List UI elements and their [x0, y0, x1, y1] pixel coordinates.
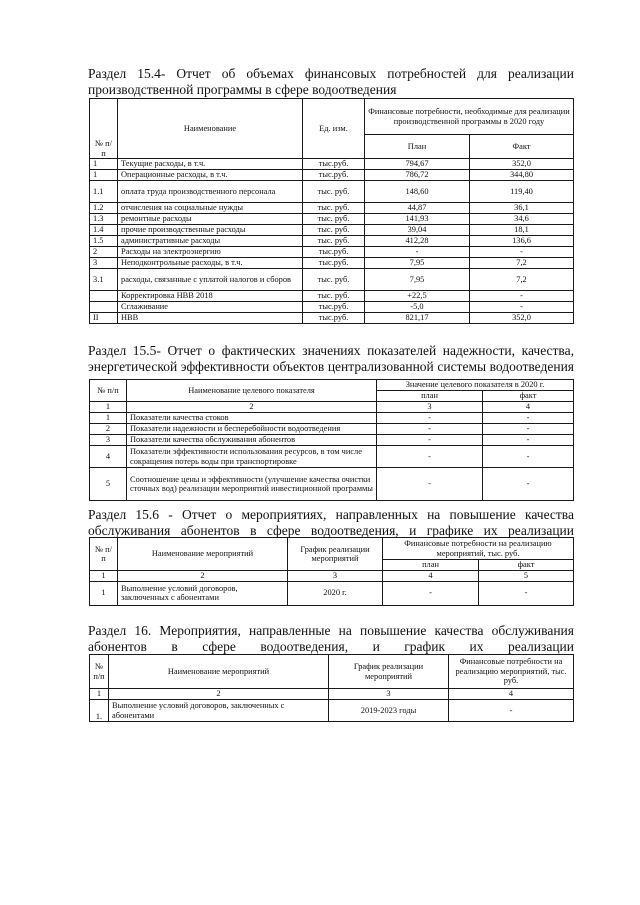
row-num: 1.3 — [90, 214, 118, 225]
table-row — [90, 581, 574, 605]
row-num: 3.1 — [90, 269, 118, 291]
col-header-num: № п/п — [90, 655, 109, 689]
row-name: административные расходы — [118, 236, 303, 247]
row-name: Текущие расходы, в т.ч. — [118, 159, 303, 170]
col-header-fact: факт — [479, 560, 574, 571]
table-row — [90, 214, 574, 225]
row-fact: 34,6 — [470, 214, 574, 225]
section-15-4-title: Раздел 15.4- Отчет об объемах финансовых потребностей для реализации производственной программы в сфере водоотведения — [88, 66, 574, 97]
row-fact: 344,80 — [470, 170, 574, 181]
section-16-title: Раздел 16. Мероприятия, направленные на повышение качества обслуживания абонентов в сфере водоотведения, и график их реализации — [88, 623, 574, 654]
row-unit: тыс.руб. — [303, 313, 365, 324]
table-row — [90, 236, 574, 247]
measures-report-table — [89, 537, 574, 606]
row-name: Расходы на электроэнергию — [118, 247, 303, 258]
col-header-fact: факт — [483, 391, 574, 402]
row-plan: - — [377, 435, 483, 446]
row-fact: - — [470, 302, 574, 313]
row-indicator: Показатели надежности и бесперебойности водоотведения — [127, 424, 377, 435]
row-unit: тыс.руб. — [303, 258, 365, 269]
col-index: 3 — [377, 402, 483, 413]
row-unit: тыс. руб. — [303, 181, 365, 203]
table-row — [90, 170, 574, 181]
row-fact: 7,2 — [470, 258, 574, 269]
col-index: 1 — [90, 402, 127, 413]
row-plan: 141,93 — [365, 214, 470, 225]
col-header-plan: план — [383, 560, 479, 571]
col-header-financial-needs: Финансовые потребности на реализацию мероприятий, тыс. руб. — [383, 538, 574, 560]
row-plan: 412,28 — [365, 236, 470, 247]
row-num: 4 — [90, 446, 127, 468]
row-financial-needs: - — [449, 700, 574, 722]
row-fact: 119,40 — [470, 181, 574, 203]
row-unit: тыс.руб. — [303, 247, 365, 258]
table-row — [90, 302, 574, 313]
row-name: Операционные расходы, в т.ч. — [118, 170, 303, 181]
table-row — [90, 159, 574, 170]
row-plan: 148,60 — [365, 181, 470, 203]
table-row — [90, 258, 574, 269]
row-measure: Выполнение условий договоров, заключенных с абонентами — [118, 581, 288, 605]
row-plan: - — [365, 247, 470, 258]
row-num: 1.4 — [90, 225, 118, 236]
row-name: Неподконтрольные расходы, в т.ч. — [118, 258, 303, 269]
row-fact: - — [470, 291, 574, 302]
financial-needs-table — [89, 98, 574, 324]
row-plan: 786,72 — [365, 170, 470, 181]
row-num: 2 — [90, 424, 127, 435]
table-row — [90, 269, 574, 291]
table-row — [90, 468, 574, 501]
row-num: 1 — [90, 170, 118, 181]
row-plan: 821,17 — [365, 313, 470, 324]
row-plan: 39,04 — [365, 225, 470, 236]
row-unit: тыс. руб. — [303, 214, 365, 225]
row-fact: 352,0 — [470, 313, 574, 324]
table-row — [90, 435, 574, 446]
row-unit: тыс. руб. — [303, 203, 365, 214]
target-indicators-body — [90, 413, 574, 501]
row-num: 1.2 — [90, 203, 118, 214]
row-unit: тыс. руб. — [303, 236, 365, 247]
row-unit: тыс.руб. — [303, 170, 365, 181]
section-15-5-title: Раздел 15.5- Отчет о фактических значениях показателей надежности, качества, энергетической эффективности объектов централизованной системы водоотведения — [88, 343, 574, 374]
row-plan: - — [377, 413, 483, 424]
target-indicators-table — [89, 379, 574, 501]
row-num: 1. — [90, 700, 109, 722]
table-row — [90, 247, 574, 258]
row-indicator: Соотношение цены и эффективности (улучшение качества очистки сточных вод) реализации мероприятий инвестиционной программы — [127, 468, 377, 501]
row-fact: 18,1 — [470, 225, 574, 236]
row-fact: - — [479, 581, 574, 605]
row-name: оплата труда производственного персонала — [118, 181, 303, 203]
col-header-value: Значение целевого показателя в 2020 г. — [377, 380, 574, 391]
row-unit: тыс. руб. — [303, 291, 365, 302]
col-header-financial-needs: Финансовые потребности, необходимые для реализации производственной программы в 2020 году — [365, 99, 574, 135]
row-plan: 7,95 — [365, 258, 470, 269]
table-row — [90, 291, 574, 302]
row-plan: - — [377, 468, 483, 501]
row-fact: 352,0 — [470, 159, 574, 170]
col-index: 5 — [479, 571, 574, 582]
row-name: отчисления на социальные нужды — [118, 203, 303, 214]
row-fact: 136,6 — [470, 236, 574, 247]
row-num — [90, 291, 118, 302]
row-num: II — [90, 313, 118, 324]
row-name: расходы, связанные с уплатой налогов и сборов — [118, 269, 303, 291]
col-header-unit: Ед. изм. — [303, 99, 365, 159]
row-plan: 44,87 — [365, 203, 470, 214]
row-fact: 36,1 — [470, 203, 574, 214]
col-header-measure: Наименование мероприятий — [109, 655, 329, 689]
row-fact: - — [483, 424, 574, 435]
row-num: 1.1 — [90, 181, 118, 203]
row-unit: тыс. руб. — [303, 225, 365, 236]
table-row — [90, 424, 574, 435]
row-indicator: Показатели эффективности использования ресурсов, в том числе сокращения потерь воды при транспортировке — [127, 446, 377, 468]
financial-needs-body — [90, 159, 574, 324]
row-plan: +22,5 — [365, 291, 470, 302]
table-row — [90, 181, 574, 203]
row-fact: - — [483, 468, 574, 501]
row-plan: - — [377, 424, 483, 435]
col-index: 1 — [90, 571, 118, 582]
row-num: 5 — [90, 468, 127, 501]
table-row — [90, 313, 574, 324]
row-num: 1 — [90, 159, 118, 170]
col-header-indicator: Наименование целевого показателя — [127, 380, 377, 402]
col-header-schedule: График реализации мероприятий — [329, 655, 449, 689]
row-fact: - — [483, 413, 574, 424]
row-unit: тыс.руб. — [303, 302, 365, 313]
row-name: Сглаживание — [118, 302, 303, 313]
row-num: 2 — [90, 247, 118, 258]
measures-plan-table — [89, 654, 574, 722]
section-15-6-title: Раздел 15.6 - Отчет о мероприятиях, направленных на повышение качества обслуживания абонентов в сфере водоотведения, и графике их реализации — [88, 507, 574, 538]
row-measure: Выполнение условий договоров, заключенных с абонентами — [109, 700, 329, 722]
row-schedule: 2020 г. — [288, 581, 383, 605]
col-header-plan: план — [377, 391, 483, 402]
col-header-financial-needs: Финансовые потребности на реализацию мероприятий, тыс. руб. — [449, 655, 574, 689]
col-index: 3 — [288, 571, 383, 582]
row-plan: 7,95 — [365, 269, 470, 291]
col-header-name: Наименование — [118, 99, 303, 159]
col-header-fact: Факт — [470, 135, 574, 159]
row-num: 1 — [90, 581, 118, 605]
row-indicator: Показатели качества обслуживания абонентов — [127, 435, 377, 446]
table-row — [90, 446, 574, 468]
col-index: 1 — [90, 689, 109, 700]
row-plan: - — [377, 446, 483, 468]
row-name: НВВ — [118, 313, 303, 324]
col-index: 4 — [483, 402, 574, 413]
col-header-num: № п/п — [90, 538, 118, 571]
row-unit: тыс. руб. — [303, 269, 365, 291]
row-name: ремонтные расходы — [118, 214, 303, 225]
row-fact: - — [483, 446, 574, 468]
row-num: 3 — [90, 258, 118, 269]
row-plan: - — [383, 581, 479, 605]
col-index: 2 — [127, 402, 377, 413]
col-index: 2 — [109, 689, 329, 700]
col-header-num: № п/п — [90, 99, 118, 159]
row-indicator: Показатели качества стоков — [127, 413, 377, 424]
row-num: 3 — [90, 435, 127, 446]
col-index: 4 — [383, 571, 479, 582]
col-header-plan: План — [365, 135, 470, 159]
col-header-num: № п/п — [90, 380, 127, 402]
row-plan: 794,67 — [365, 159, 470, 170]
row-unit: тыс.руб. — [303, 159, 365, 170]
row-fact: - — [470, 247, 574, 258]
table-row — [90, 413, 574, 424]
row-num: 1 — [90, 413, 127, 424]
row-schedule: 2019-2023 годы — [329, 700, 449, 722]
col-header-schedule: График реализации мероприятий — [288, 538, 383, 571]
row-num: 1.5 — [90, 236, 118, 247]
row-fact: - — [483, 435, 574, 446]
table-row — [90, 225, 574, 236]
table-row — [90, 203, 574, 214]
col-index: 2 — [118, 571, 288, 582]
table-row — [90, 700, 574, 722]
row-name: прочие производственные расходы — [118, 225, 303, 236]
col-index: 3 — [329, 689, 449, 700]
row-plan: -5,0 — [365, 302, 470, 313]
col-header-measure: Наименование мероприятий — [118, 538, 288, 571]
row-fact: 7,2 — [470, 269, 574, 291]
row-name: Корректировка НВВ 2018 — [118, 291, 303, 302]
col-index: 4 — [449, 689, 574, 700]
row-num — [90, 302, 118, 313]
